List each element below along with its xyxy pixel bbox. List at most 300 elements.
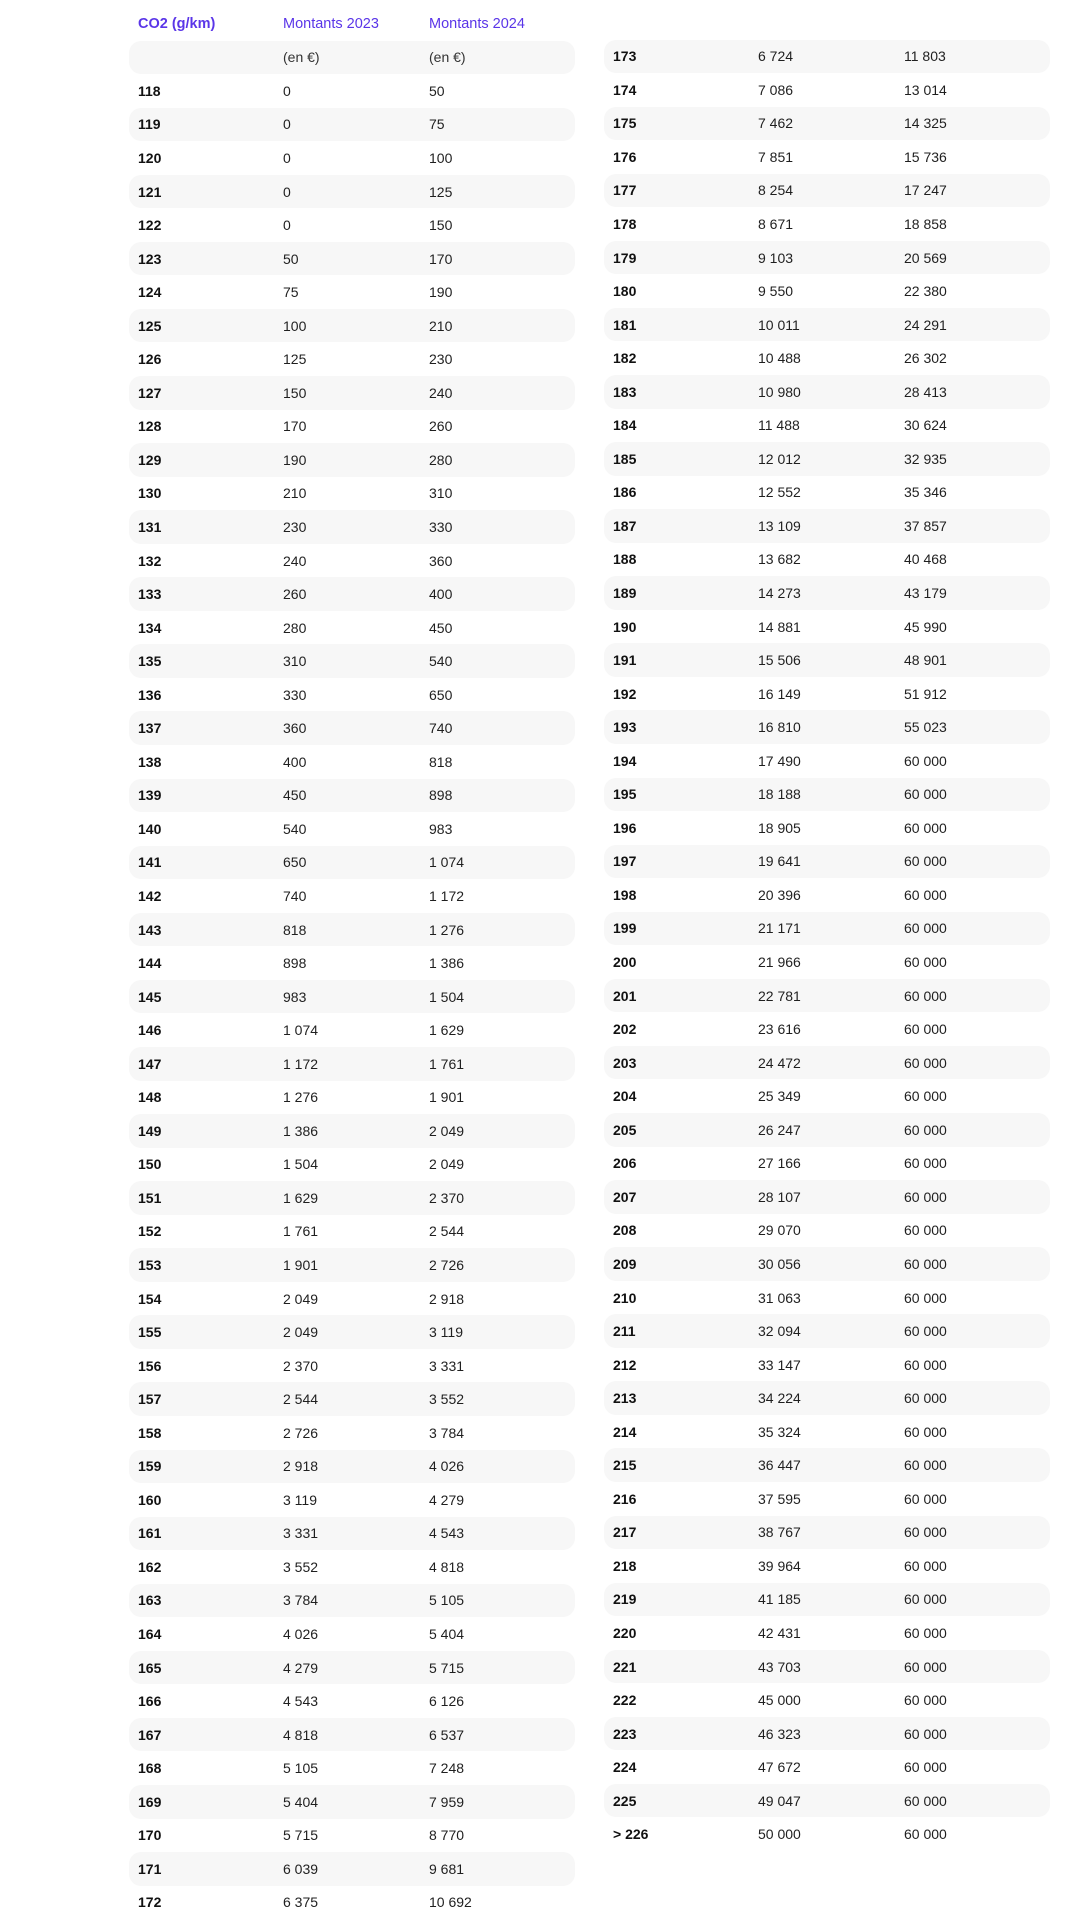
amount-2024: 60 000	[904, 1490, 947, 1507]
malus-table-right	[604, 40, 1050, 1852]
co2-value: > 226	[613, 1826, 649, 1843]
amount-2023: 1 629	[283, 1189, 319, 1206]
amount-2023: 1 504	[283, 1156, 319, 1173]
table-row	[604, 1650, 1050, 1684]
amount-2023: 3 119	[283, 1491, 317, 1508]
co2-value: 145	[138, 988, 162, 1005]
table-row	[604, 1516, 1050, 1550]
amount-2024: 11 803	[904, 48, 946, 65]
amount-2024: 60 000	[904, 786, 947, 803]
co2-value: 138	[138, 753, 162, 770]
table-body-left	[129, 74, 575, 1919]
co2-value: 190	[613, 618, 637, 635]
table-row	[129, 913, 575, 947]
amount-2024: 2 370	[429, 1189, 465, 1206]
co2-value: 212	[613, 1356, 637, 1373]
table-row	[604, 409, 1050, 443]
table-row	[129, 309, 575, 343]
table-row	[604, 1079, 1050, 1113]
amount-2024: 2 049	[429, 1156, 465, 1173]
amount-2024: 60 000	[904, 1155, 947, 1172]
amount-2023: 33 147	[758, 1356, 801, 1373]
co2-value: 139	[138, 787, 162, 804]
amount-2023: 0	[283, 82, 291, 99]
table-row	[604, 274, 1050, 308]
amount-2023: 6 375	[283, 1894, 319, 1911]
table-row	[129, 108, 575, 142]
amount-2023: 650	[283, 854, 307, 871]
co2-value: 143	[138, 921, 162, 938]
table-row	[129, 74, 575, 108]
table-row	[604, 1012, 1050, 1046]
amount-2024: 28 413	[904, 383, 947, 400]
amount-2024: 60 000	[904, 1826, 947, 1843]
amount-2023: 1 074	[283, 1022, 319, 1039]
amount-2024: 2 918	[429, 1290, 465, 1307]
amount-2024: 13 014	[904, 81, 947, 98]
amount-2023: 0	[283, 183, 291, 200]
amount-2023: 8 671	[758, 216, 794, 232]
amount-2023: 28 107	[758, 1188, 801, 1205]
co2-value: 141	[138, 854, 162, 871]
co2-value: 204	[613, 1088, 637, 1105]
amount-2024: 4 279	[429, 1491, 465, 1508]
amount-2023: 7 462	[758, 115, 794, 132]
amount-2024: 360	[429, 552, 453, 569]
table-row	[129, 1584, 575, 1618]
amount-2023: 23 616	[758, 1021, 801, 1038]
table-row	[129, 410, 575, 444]
amount-2023: 3 552	[283, 1558, 319, 1575]
amount-2024: 60 000	[904, 1658, 947, 1675]
table-row	[129, 946, 575, 980]
table-row	[129, 1751, 575, 1785]
co2-value: 154	[138, 1290, 162, 1307]
amount-2024: 20 569	[904, 249, 947, 266]
co2-value: 222	[613, 1692, 637, 1709]
amount-2023: 1 172	[283, 1055, 319, 1072]
amount-2024: 4 543	[429, 1525, 465, 1542]
amount-2024: 15 736	[904, 148, 947, 165]
amount-2023: 13 109	[758, 517, 801, 534]
amount-2023: 0	[283, 149, 291, 166]
co2-value: 173	[613, 48, 637, 65]
co2-value: 152	[138, 1223, 162, 1240]
table-row	[129, 611, 575, 645]
amount-2024: 650	[429, 686, 453, 703]
table-row	[129, 1483, 575, 1517]
table-row	[129, 1684, 575, 1718]
amount-2023: 1 901	[283, 1257, 319, 1273]
co2-value: 129	[138, 451, 162, 468]
table-row	[604, 1683, 1050, 1717]
amount-2023: 27 166	[758, 1155, 801, 1172]
co2-value: 205	[613, 1121, 637, 1138]
co2-value: 184	[613, 417, 637, 434]
co2-value: 135	[138, 653, 162, 670]
amount-2023: 5 404	[283, 1793, 319, 1810]
amount-2023: 9 550	[758, 283, 794, 300]
amount-2023: 34 224	[758, 1390, 801, 1407]
table-row	[129, 1819, 575, 1853]
amount-2023: 240	[283, 552, 307, 569]
malus-table-left	[129, 7, 575, 1919]
amount-2023: 740	[283, 887, 307, 904]
amount-2023: 5 105	[283, 1760, 319, 1777]
amount-2023: 49 047	[758, 1792, 801, 1809]
amount-2023: 18 905	[758, 819, 801, 836]
amount-2024: 37 857	[904, 517, 947, 534]
amount-2023: 35 324	[758, 1423, 801, 1440]
co2-value: 214	[613, 1423, 637, 1440]
amount-2023: 75	[283, 284, 299, 301]
table-row	[604, 1281, 1050, 1315]
amount-2024: 1 074	[429, 854, 465, 871]
amount-2023: 10 488	[758, 350, 801, 367]
co2-value: 202	[613, 1021, 637, 1038]
co2-value: 160	[138, 1491, 162, 1508]
table-row	[129, 1349, 575, 1383]
amount-2024: 6 126	[429, 1693, 465, 1710]
amount-2023: 1 761	[283, 1223, 319, 1240]
table-row	[604, 1147, 1050, 1181]
co2-value: 211	[613, 1323, 636, 1340]
table-row	[604, 1817, 1050, 1851]
amount-2024: 55 023	[904, 719, 947, 736]
co2-value: 121	[138, 183, 162, 200]
co2-value: 219	[613, 1591, 637, 1608]
header-co2: CO2 (g/km)	[138, 15, 216, 32]
amount-2024: 60 000	[904, 1624, 947, 1641]
amount-2024: 6 537	[429, 1726, 465, 1743]
co2-value: 166	[138, 1693, 162, 1710]
amount-2024: 60 000	[904, 1021, 947, 1038]
co2-value: 171	[138, 1860, 162, 1877]
co2-value: 156	[138, 1357, 162, 1374]
co2-value: 182	[613, 350, 637, 367]
co2-value: 209	[613, 1255, 637, 1272]
amount-2024: 60 000	[904, 1759, 947, 1776]
amount-2024: 60 000	[904, 987, 947, 1004]
table-row	[604, 710, 1050, 744]
amount-2023: 210	[283, 485, 307, 502]
amount-2023: 18 188	[758, 786, 801, 803]
amount-2023: 20 396	[758, 886, 801, 903]
amount-2023: 4 026	[283, 1626, 319, 1643]
amount-2023: 10 980	[758, 383, 801, 400]
table-row	[129, 376, 575, 410]
amount-2024: 125	[429, 183, 453, 200]
table-row	[129, 510, 575, 544]
amount-2024: 60 000	[904, 1121, 947, 1138]
co2-value: 199	[613, 920, 637, 937]
amount-2023: 2 049	[283, 1290, 319, 1307]
amount-2023: 45 000	[758, 1692, 801, 1709]
co2-value: 132	[138, 552, 162, 569]
amount-2023: 4 279	[283, 1659, 319, 1676]
amount-2023: 7 086	[758, 81, 794, 98]
amount-2023: 2 918	[283, 1458, 319, 1475]
co2-value: 133	[138, 586, 162, 603]
amount-2024: 8 770	[429, 1827, 465, 1844]
amount-2024: 60 000	[904, 853, 947, 870]
amount-2023: 50	[283, 250, 299, 267]
table-row	[604, 40, 1050, 74]
amount-2024: 60 000	[904, 752, 947, 769]
amount-2024: 60 000	[904, 1423, 947, 1440]
co2-value: 164	[138, 1626, 162, 1643]
co2-value: 217	[613, 1524, 637, 1541]
amount-2024: 450	[429, 619, 453, 636]
header-amount-2024: Montants 2024	[429, 15, 525, 32]
table-row	[129, 879, 575, 913]
co2-value: 155	[138, 1324, 162, 1341]
co2-value: 137	[138, 720, 162, 737]
co2-value: 158	[138, 1424, 162, 1441]
amount-2024: 400	[429, 586, 453, 603]
co2-value: 176	[613, 148, 637, 165]
table-row	[604, 1046, 1050, 1080]
amount-2023: 125	[283, 351, 307, 368]
table-row	[604, 912, 1050, 946]
table-row	[129, 1215, 575, 1249]
table-row	[129, 711, 575, 745]
co2-value: 203	[613, 1054, 637, 1071]
co2-value: 142	[138, 887, 162, 904]
table-row	[604, 1415, 1050, 1449]
table-row	[604, 1247, 1050, 1281]
table-row	[604, 744, 1050, 778]
co2-value: 161	[138, 1525, 162, 1542]
co2-value: 194	[613, 752, 637, 769]
co2-value: 225	[613, 1792, 637, 1809]
table-row	[129, 1517, 575, 1551]
co2-value: 128	[138, 418, 162, 435]
table-row	[129, 1047, 575, 1081]
table-row	[129, 175, 575, 209]
co2-value: 201	[613, 987, 637, 1004]
amount-2023: 4 543	[283, 1693, 319, 1710]
amount-2024: 260	[429, 418, 453, 435]
co2-value: 130	[138, 485, 162, 502]
co2-value: 150	[138, 1156, 162, 1173]
amount-2023: 10 011	[758, 316, 800, 333]
amount-2024: 60 000	[904, 1557, 947, 1574]
table-row	[604, 1750, 1050, 1784]
amount-2023: 7 851	[758, 148, 794, 165]
amount-2023: 170	[283, 418, 307, 435]
co2-value: 216	[613, 1490, 637, 1507]
amount-2024: 5 715	[429, 1659, 465, 1676]
amount-2023: 47 672	[758, 1759, 801, 1776]
table-row	[604, 979, 1050, 1013]
amount-2024: 1 629	[429, 1022, 465, 1039]
table-row	[129, 1282, 575, 1316]
co2-value: 195	[613, 786, 637, 803]
amount-2024: 210	[429, 317, 453, 334]
amount-2023: 12 552	[758, 484, 801, 501]
amount-2023: 36 447	[758, 1457, 801, 1474]
amount-2024: 60 000	[904, 886, 947, 903]
amount-2024: 60 000	[904, 1692, 947, 1709]
table-row	[129, 745, 575, 779]
amount-2024: 60 000	[904, 1591, 947, 1608]
table-row	[604, 1583, 1050, 1617]
co2-value: 159	[138, 1458, 162, 1475]
amount-2024: 60 000	[904, 1054, 947, 1071]
amount-2024: 40 468	[904, 551, 947, 568]
table-row	[129, 1617, 575, 1651]
co2-value: 224	[613, 1759, 637, 1776]
amount-2024: 1 386	[429, 955, 465, 972]
amount-2023: 41 185	[758, 1591, 801, 1608]
amount-2024: 5 404	[429, 1626, 465, 1643]
amount-2024: 45 990	[904, 618, 947, 635]
co2-value: 183	[613, 383, 637, 400]
co2-value: 127	[138, 384, 162, 401]
amount-2024: 7 959	[429, 1793, 465, 1810]
co2-value: 146	[138, 1022, 162, 1039]
table-row	[129, 1651, 575, 1685]
amount-2024: 17 247	[904, 182, 947, 199]
amount-2023: 540	[283, 820, 307, 837]
amount-2023: 260	[283, 586, 307, 603]
amount-2024: 35 346	[904, 484, 947, 501]
co2-value: 178	[613, 216, 637, 232]
amount-2024: 60 000	[904, 1255, 947, 1272]
amount-2023: 330	[283, 686, 307, 703]
amount-2024: 9 681	[429, 1860, 465, 1877]
co2-value: 196	[613, 819, 637, 836]
amount-2024: 10 692	[429, 1894, 472, 1911]
co2-value: 122	[138, 217, 162, 234]
amount-2023: 29 070	[758, 1222, 801, 1239]
table-row	[129, 846, 575, 880]
table-row	[129, 1315, 575, 1349]
co2-value: 197	[613, 853, 637, 870]
co2-value: 191	[613, 652, 637, 669]
co2-value: 151	[138, 1189, 162, 1206]
table-row	[604, 945, 1050, 979]
amount-2024: 170	[429, 250, 453, 267]
amount-2023: 19 641	[758, 853, 801, 870]
amount-2024: 330	[429, 518, 453, 535]
co2-value: 148	[138, 1089, 162, 1106]
amount-2024: 60 000	[904, 1457, 947, 1474]
amount-2023: 21 966	[758, 954, 801, 971]
co2-value: 157	[138, 1391, 162, 1408]
table-row	[129, 1550, 575, 1584]
table-row	[604, 1549, 1050, 1583]
table-row	[604, 1482, 1050, 1516]
amount-2023: 39 964	[758, 1557, 801, 1574]
amount-2024: 540	[429, 653, 453, 670]
amount-2024: 60 000	[904, 1222, 947, 1239]
table-row	[604, 1113, 1050, 1147]
co2-value: 198	[613, 886, 637, 903]
amount-2024: 5 105	[429, 1592, 465, 1609]
amount-2023: 898	[283, 955, 307, 972]
co2-value: 220	[613, 1624, 637, 1641]
amount-2023: 0	[283, 116, 291, 133]
amount-2024: 1 276	[429, 921, 465, 938]
amount-2023: 2 049	[283, 1324, 319, 1341]
amount-2024: 150	[429, 217, 453, 234]
amount-2023: 43 703	[758, 1658, 801, 1675]
amount-2024: 60 000	[904, 1390, 947, 1407]
table-row	[129, 678, 575, 712]
co2-value: 134	[138, 619, 162, 636]
amount-2023: 42 431	[758, 1624, 801, 1641]
amount-2023: 190	[283, 451, 307, 468]
amount-2024: 100	[429, 149, 453, 166]
table-row	[604, 1214, 1050, 1248]
amount-2024: 60 000	[904, 1188, 947, 1205]
co2-value: 185	[613, 450, 637, 467]
table-row	[604, 1381, 1050, 1415]
table-row	[129, 1181, 575, 1215]
amount-2023: 50 000	[758, 1826, 801, 1843]
table-row	[604, 1616, 1050, 1650]
amount-2024: 50	[429, 82, 445, 99]
amount-2024: 60 000	[904, 1725, 947, 1742]
amount-2023: 13 682	[758, 551, 801, 568]
amount-2023: 280	[283, 619, 307, 636]
table-row	[604, 1717, 1050, 1751]
header-amount-2023: Montants 2023	[283, 15, 379, 32]
co2-value: 136	[138, 686, 162, 703]
amount-2023: 100	[283, 317, 307, 334]
amount-2024: 3 784	[429, 1424, 465, 1441]
amount-2024: 60 000	[904, 920, 947, 937]
amount-2024: 32 935	[904, 450, 947, 467]
table-row	[604, 778, 1050, 812]
co2-value: 188	[613, 551, 637, 568]
amount-2023: 11 488	[758, 417, 800, 434]
co2-value: 170	[138, 1827, 162, 1844]
table-row	[129, 443, 575, 477]
amount-2024: 4 026	[429, 1458, 465, 1475]
amount-2024: 3 331	[429, 1357, 465, 1374]
co2-value: 180	[613, 283, 637, 300]
table-row	[604, 1180, 1050, 1214]
table-row	[604, 811, 1050, 845]
table-row	[604, 576, 1050, 610]
co2-value: 167	[138, 1726, 162, 1743]
table-row	[129, 1013, 575, 1047]
co2-value: 177	[613, 182, 637, 199]
amount-2023: 14 273	[758, 585, 801, 602]
table-row	[604, 643, 1050, 677]
co2-value: 174	[613, 81, 637, 98]
co2-value: 147	[138, 1055, 162, 1072]
amount-2024: 3 119	[429, 1324, 463, 1341]
table-row	[129, 1081, 575, 1115]
table-row	[129, 1382, 575, 1416]
table-row	[129, 275, 575, 309]
co2-value: 119	[138, 116, 161, 133]
table-row	[604, 341, 1050, 375]
table-header-row	[129, 7, 575, 41]
amount-2023: 31 063	[758, 1289, 801, 1306]
table-row	[604, 174, 1050, 208]
co2-value: 192	[613, 685, 637, 702]
co2-value: 200	[613, 954, 637, 971]
amount-2024: 24 291	[904, 316, 947, 333]
table-row	[604, 610, 1050, 644]
table-row	[604, 140, 1050, 174]
co2-value: 186	[613, 484, 637, 501]
